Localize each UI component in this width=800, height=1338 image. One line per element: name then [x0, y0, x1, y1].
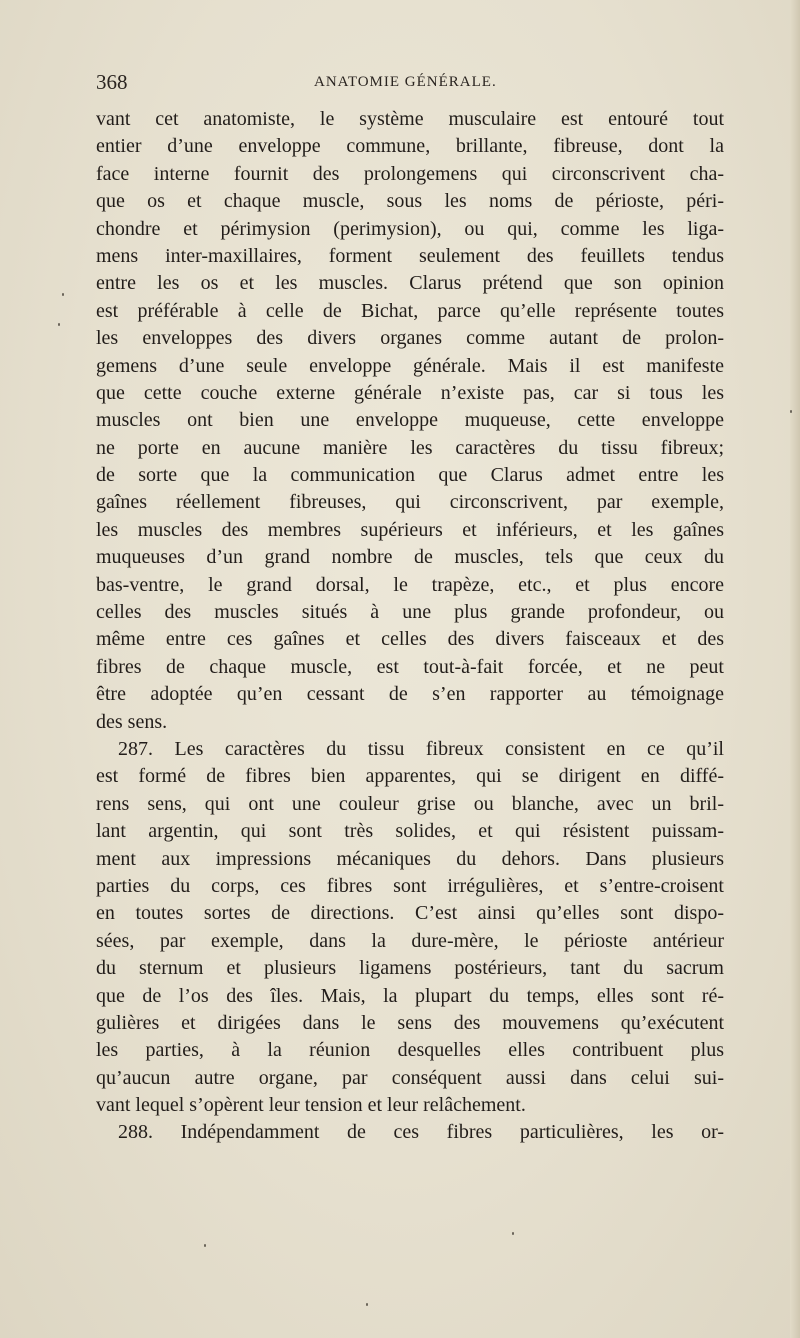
page-edge-shadow: [790, 0, 800, 1338]
text-line: 288. Indépendamment de ces fibres particulières, les or-: [118, 1121, 724, 1144]
text-line: de sorte que la communication que Clarus admet entre les: [96, 464, 724, 487]
text-line: bas-ventre, le grand dorsal, le trapèze, etc., et plus encore: [96, 573, 724, 596]
text-line: entier d’une enveloppe commune, brillante, fibreuse, dont la: [96, 135, 724, 158]
paper-speck: [366, 1303, 368, 1306]
text-line: vant cet anatomiste, le système musculaire est entouré tout: [96, 108, 724, 130]
text-line: celles des muscles situés à une plus grande profondeur, ou: [96, 601, 724, 624]
text-line: entre les os et les muscles. Clarus prétend que son opinion: [96, 272, 724, 295]
text-line: être adoptée qu’en cessant de s’en rapporter au témoignage: [96, 683, 724, 706]
text-line: qu’aucun autre organe, par conséquent aussi dans celui sui-: [96, 1066, 724, 1089]
text-line: du sternum et plusieurs ligamens postérieurs, tant du sacrum: [96, 957, 724, 980]
running-head: ANATOMIE GÉNÉRALE.: [314, 74, 497, 90]
text-line: même entre ces gaînes et celles des divers faisceaux et des: [96, 628, 724, 651]
text-line: les enveloppes des divers organes comme autant de prolon-: [96, 327, 724, 350]
text-line: ne porte en aucune manière les caractères du tissu fibreux;: [96, 436, 724, 459]
text-line: rens sens, qui ont une couleur grise ou blanche, avec un bril-: [96, 792, 724, 815]
paper-speck: [62, 293, 64, 296]
text-line: face interne fournit des prolongemens qui circonscrivent cha-: [96, 162, 724, 185]
text-line: 287. Les caractères du tissu fibreux consistent en ce qu’il: [118, 737, 724, 760]
text-line: gaînes réellement fibreuses, qui circonscrivent, par exemple,: [96, 491, 724, 514]
text-line: mens inter-maxillaires, forment seulement des feuillets tendus: [96, 244, 724, 267]
text-line: muqueuses d’un grand nombre de muscles, tels que ceux du: [96, 546, 724, 569]
page-number: 368: [96, 70, 128, 94]
text-line: parties du corps, ces fibres sont irrégulières, et s’entre-croisent: [96, 874, 724, 897]
text-line: les muscles des membres supérieurs et inférieurs, et les gaînes: [96, 518, 724, 541]
text-line: que cette couche externe générale n’existe pas, car si tous les: [96, 381, 724, 404]
text-line: que de l’os des îles. Mais, la plupart du temps, elles sont ré-: [96, 984, 724, 1007]
text-line: muscles ont bien une enveloppe muqueuse, cette enveloppe: [96, 409, 724, 432]
text-line: les parties, à la réunion desquelles elles contribuent plus: [96, 1039, 724, 1062]
text-line: lant argentin, qui sont très solides, et qui résistent puissam-: [96, 820, 724, 843]
text-line: est préférable à celle de Bichat, parce qu’elle représente toutes: [96, 299, 724, 322]
text-line: chondre et périmysion (perimysion), ou qui, comme les liga-: [96, 217, 724, 240]
paper-speck: [204, 1244, 206, 1247]
page-header: [96, 70, 736, 100]
text-line: que os et chaque muscle, sous les noms de périoste, péri-: [96, 190, 724, 213]
text-line: en toutes sortes de directions. C’est ainsi qu’elles sont dispo-: [96, 902, 724, 925]
paper-speck: [512, 1232, 514, 1235]
text-line: sées, par exemple, dans la dure-mère, le périoste antérieur: [96, 929, 724, 952]
paper-speck: [58, 323, 60, 326]
text-line: fibres de chaque muscle, est tout-à-fait forcée, et ne peut: [96, 655, 724, 678]
text-line: est formé de fibres bien apparentes, qui se dirigent en diffé-: [96, 765, 724, 788]
paper-speck: [790, 410, 792, 413]
text-line: des sens.: [96, 710, 168, 733]
text-line: gemens d’une seule enveloppe générale. Mais il est manifeste: [96, 354, 724, 377]
text-line: vant lequel s’opèrent leur tension et leur relâchement.: [96, 1094, 526, 1117]
text-line: ment aux impressions mécaniques du dehors. Dans plusieurs: [96, 847, 724, 870]
text-line: gulières et dirigées dans le sens des mouvemens qu’exécutent: [96, 1011, 724, 1034]
body-text: [96, 106, 724, 1147]
